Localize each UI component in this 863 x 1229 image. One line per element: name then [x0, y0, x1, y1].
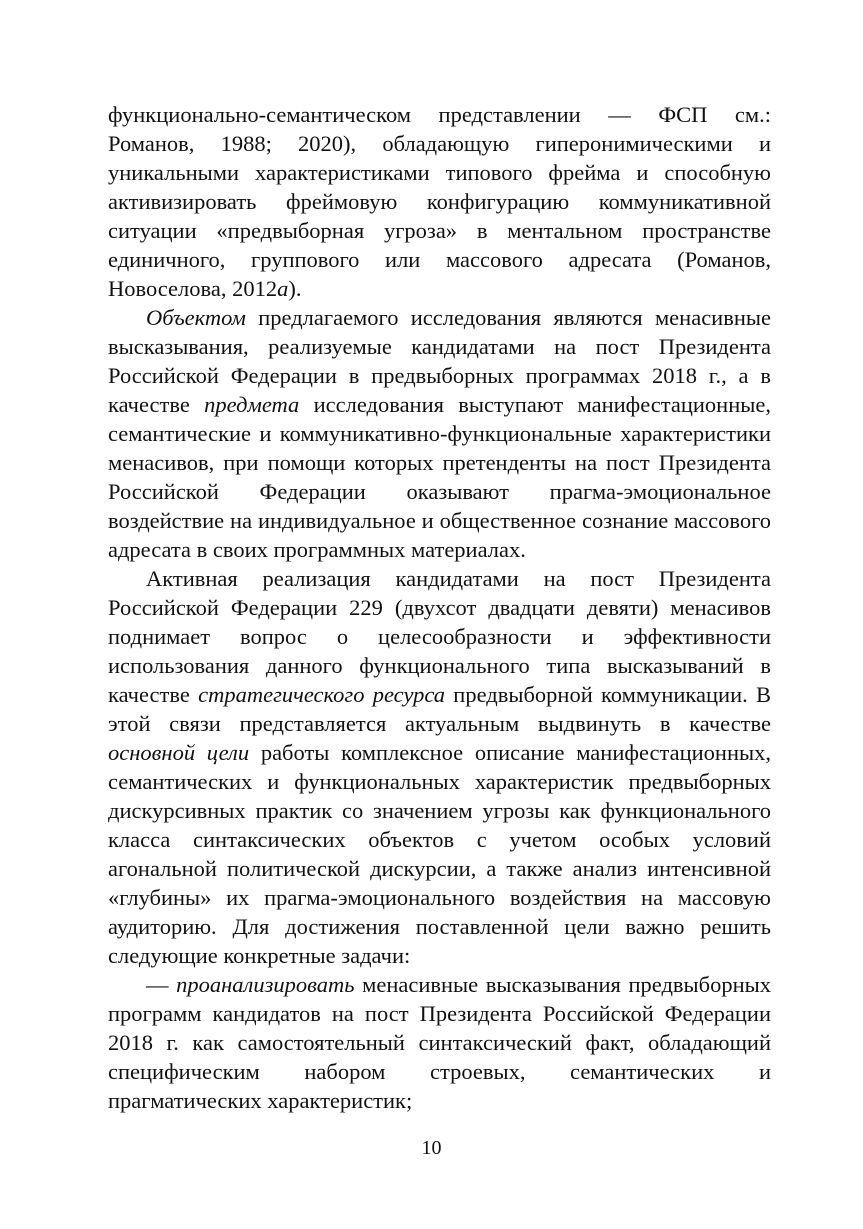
paragraph-1-segment-2: а: [277, 276, 289, 301]
paragraph-1-segment-1: функционально-семантическом представлении — ФСП см.: Романов, 1988; 2020), обладающую гиперонимическими и уникальными характеристиками типового фрейма и способную активизировать фреймовую конфигурацию коммуникативной ситуации «предвыборная угроза» в ментальном пространстве единичного, группового или массового адресата (Романов, Новоселова, 2012: [108, 102, 771, 301]
paragraph-4-segment-2: проанализировать: [176, 972, 355, 997]
paragraph-3: [108, 564, 771, 970]
body-text: [108, 100, 771, 1115]
paragraph-4: [108, 970, 771, 1115]
paragraph-2-segment-1: Объектом: [146, 305, 246, 330]
paragraph-2: [108, 303, 771, 564]
paragraph-3-segment-4: основной цели: [108, 740, 250, 765]
paragraph-3-segment-2: стратегического ресурса: [198, 682, 446, 707]
paragraph-2-segment-4: исследования выступают манифестационные, семантические и коммуникативно-функциональные характеристики менасивов, при помощи которых претенденты на пост Президента Российской Федерации оказывают прагма-эмоциональное воздействие на индивидуальное и общественное сознание массового адресата в своих программных материалах.: [108, 392, 771, 562]
paragraph-4-segment-1: —: [146, 972, 177, 997]
paragraph-3-segment-3: предвыборной коммуникации. В этой связи представляется актуальным выдвинуть в качестве: [108, 682, 771, 736]
paragraph-4-segment-3: менасивные высказывания предвыборных программ кандидатов на пост Президента Российской Федерации 2018 г. как самостоятельный синтаксический факт, обладающий специфическим набором строевых, семантических и прагматических характеристик;: [108, 972, 771, 1113]
paragraph-2-segment-2: предлагаемого исследования являются менасивные высказывания, реализуемые кандидатами на пост Президента Российской Федерации в предвыборных программах 2018 г., а в качестве: [108, 305, 771, 417]
paragraph-1: [108, 100, 771, 303]
paragraph-1-segment-3: ).: [288, 276, 302, 301]
paragraph-3-segment-5: работы комплексное описание манифестационных, семантических и функциональных характеристик предвыборных дискурсивных практик со значением угрозы как функционального класса синтаксических объектов с учетом особых условий агональной политической дискурсии, а также анализ интенсивной «глубины» их прагма-эмоционального воздействия на массовую аудиторию. Для достижения поставленной цели важно решить следующие конкретные задачи:: [108, 740, 771, 968]
paragraph-3-segment-1: Активная реализация кандидатами на пост Президента Российской Федерации 229 (двухсот двадцати девяти) менасивов поднимает вопрос о целесообразности и эффективности использования данного функционального типа высказываний в качестве: [108, 566, 771, 707]
page-number: 10: [421, 1137, 442, 1159]
paragraph-2-segment-3: предмета: [204, 392, 300, 417]
